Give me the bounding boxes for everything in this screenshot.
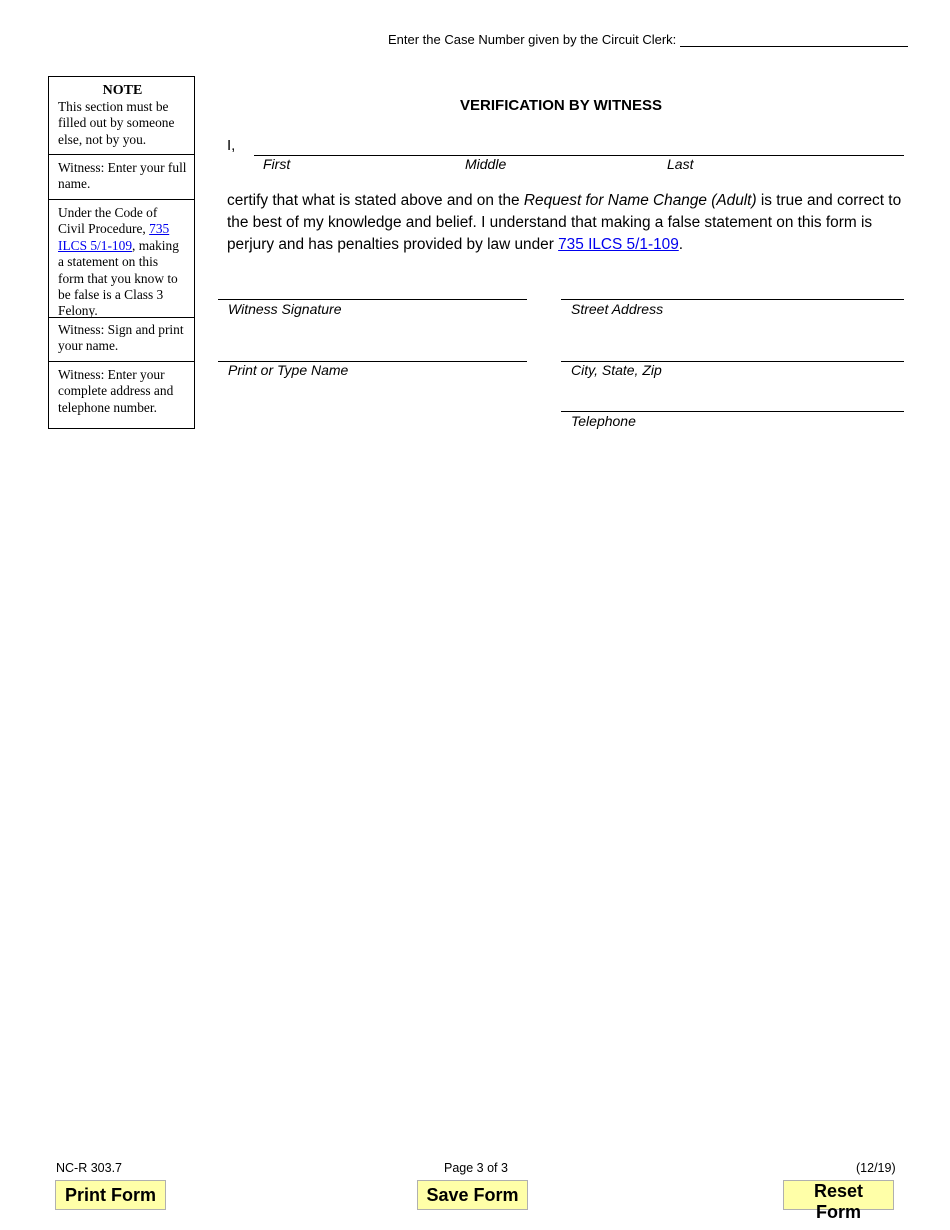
certify-text-1: certify that what is stated above and on the xyxy=(227,192,524,209)
note-heading: NOTE xyxy=(102,83,143,98)
first-name-label: First xyxy=(263,156,291,172)
note-cell-intro xyxy=(49,77,194,154)
form-code: NC-R 303.7 xyxy=(56,1161,122,1175)
certify-text-2: is true and correct to the best of my knowledge and belief. I understand that making a false statement on this form is perjury and has penalties provided by law under xyxy=(227,192,902,253)
certify-statute-link[interactable]: 735 ILCS 5/1-109 xyxy=(558,236,679,253)
note-full-name-text: Witness: Enter your full name. xyxy=(58,160,187,192)
certify-form-name: Request for Name Change (Adult) xyxy=(523,192,757,209)
witness-signature-field[interactable] xyxy=(218,299,527,300)
save-form-button[interactable]: Save Form xyxy=(417,1180,528,1210)
certification-paragraph xyxy=(227,190,907,256)
city-state-zip-label: City, State, Zip xyxy=(571,362,662,378)
revision-date: (12/19) xyxy=(856,1161,896,1175)
middle-name-label: Middle xyxy=(465,156,507,172)
print-form-button[interactable]: Print Form xyxy=(55,1180,166,1210)
street-address-label: Street Address xyxy=(571,301,664,317)
case-number-input[interactable] xyxy=(680,33,908,47)
telephone-label: Telephone xyxy=(571,413,636,429)
street-address-field[interactable] xyxy=(561,299,904,300)
note-column xyxy=(48,76,195,429)
note-cell-sign xyxy=(49,317,194,361)
note-perjury-suffix: , making a statement on this form that you know to be false is a Class 3 Felony. xyxy=(58,237,179,319)
reset-form-button[interactable]: Reset Form xyxy=(783,1180,894,1210)
page-title: VERIFICATION BY WITNESS xyxy=(460,97,662,114)
case-number-label: Enter the Case Number given by the Circuit Clerk: xyxy=(388,32,677,47)
page-number: Page 3 of 3 xyxy=(444,1161,508,1175)
witness-name-field[interactable] xyxy=(254,155,904,156)
note-cell-perjury xyxy=(49,199,194,317)
note-cell-address xyxy=(49,361,194,428)
last-name-label: Last xyxy=(667,156,694,172)
note-intro-text: This section must be filled out by someone else, not by you. xyxy=(58,99,175,147)
case-number-row xyxy=(388,32,908,47)
print-name-label: Print or Type Name xyxy=(228,362,349,378)
note-sign-text: Witness: Sign and print your name. xyxy=(58,322,184,354)
certify-text-3: . xyxy=(678,236,684,253)
i-label: I, xyxy=(227,137,236,154)
note-cell-full-name xyxy=(49,154,194,199)
telephone-field[interactable] xyxy=(561,411,904,412)
note-address-text: Witness: Enter your complete address and telephone number. xyxy=(58,367,174,415)
note-perjury-prefix: Under the Code of Civil Procedure, xyxy=(58,205,158,237)
witness-signature-label: Witness Signature xyxy=(228,301,342,317)
note-statute-link[interactable]: 735 ILCS 5/1-109 xyxy=(58,221,170,253)
